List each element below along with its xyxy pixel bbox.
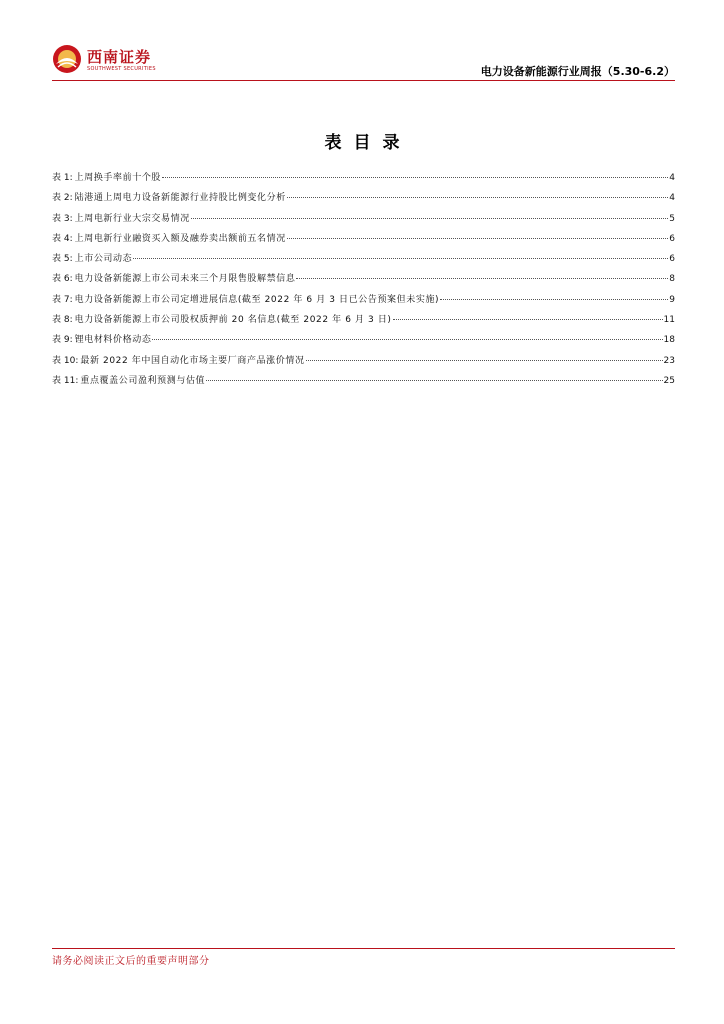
toc-entry-label: 表 1: [52,173,73,183]
toc-entry-title: 上市公司动态 [74,254,133,265]
toc-entry[interactable] [52,332,675,352]
toc-entry-page: 25 [663,375,675,386]
toc-entry-title: 电力设备新能源上市公司定增进展信息(截至 2022 年 6 月 3 日已公告预案但未实施) [74,294,440,305]
toc-entry-label: 表 11: [52,375,79,386]
toc-entry-label: 表 6: [52,274,73,285]
toc-entry[interactable] [52,292,675,312]
toc-entry-title: 上周换手率前十个股 [74,173,162,183]
logo-english-name: SOUTHWEST SECURITIES [87,66,156,72]
toc-entry-page: 11 [663,315,675,326]
toc-entry-page: 23 [663,355,675,366]
footer-divider [52,948,675,949]
toc-entry-label: 表 7: [52,294,73,305]
toc-entry[interactable] [52,190,675,210]
logo-emblem-icon [52,44,82,74]
toc-entry[interactable] [52,353,675,373]
toc-entry-label: 表 4: [52,233,73,244]
toc-entry[interactable] [52,211,675,231]
dot-leader [287,197,668,198]
toc-entry-page: 4 [669,193,675,204]
header-divider [52,80,675,81]
dot-leader [296,278,668,279]
toc-entry-page: 4 [669,173,675,183]
dot-leader [440,299,668,300]
toc-entry-title: 电力设备新能源上市公司未来三个月限售股解禁信息 [74,274,296,285]
footer-disclaimer: 请务必阅读正文后的重要声明部分 [52,956,210,967]
toc-entry-title: 锂电材料价格动态 [74,335,152,346]
toc-entry-title: 重点覆盖公司盈利预测与估值 [80,375,206,386]
toc-entry-label: 表 9: [52,335,73,346]
dot-leader [287,238,668,239]
toc-entry-label: 表 10: [52,355,79,366]
dot-leader [393,319,663,320]
toc-entry[interactable] [52,312,675,332]
toc-entry-title: 上周电新行业融资买入额及融券卖出额前五名情况 [74,233,286,244]
toc-entry-page: 5 [669,213,675,224]
toc-entry-title: 陆港通上周电力设备新能源行业持股比例变化分析 [74,193,286,204]
dot-leader [306,360,663,361]
dot-leader [152,339,662,340]
toc-entry[interactable] [52,271,675,291]
toc-entry-label: 表 8: [52,315,73,326]
toc-entry-title: 电力设备新能源上市公司股权质押前 20 名信息(截至 2022 年 6 月 3 日) [74,315,392,326]
toc-entry-page: 9 [669,294,675,305]
dot-leader [206,380,662,381]
toc-entry[interactable] [52,231,675,251]
toc-entry-title: 上周电新行业大宗交易情况 [74,213,190,224]
dot-leader [191,218,668,219]
dot-leader [162,177,668,178]
toc-entry[interactable] [52,170,675,190]
toc-entry-page: 18 [663,335,675,346]
toc-entry-label: 表 5: [52,254,73,265]
report-title: 电力设备新能源行业周报（5.30-6.2） [480,65,675,78]
toc-entry-page: 6 [669,254,675,265]
toc-entry-page: 6 [669,233,675,244]
toc-entry-page: 8 [669,274,675,285]
toc-entry-title: 最新 2022 年中国自动化市场主要厂商产品涨价情况 [80,355,305,366]
toc-entry[interactable] [52,373,675,393]
logo-chinese-name: 西南证券 [87,48,152,66]
toc-entry[interactable] [52,251,675,271]
toc-heading: 表目录 [324,133,412,153]
toc-entry-label: 表 3: [52,213,73,224]
page-header [52,36,675,82]
table-of-tables [52,170,675,393]
toc-entry-label: 表 2: [52,193,73,204]
dot-leader [133,258,668,259]
